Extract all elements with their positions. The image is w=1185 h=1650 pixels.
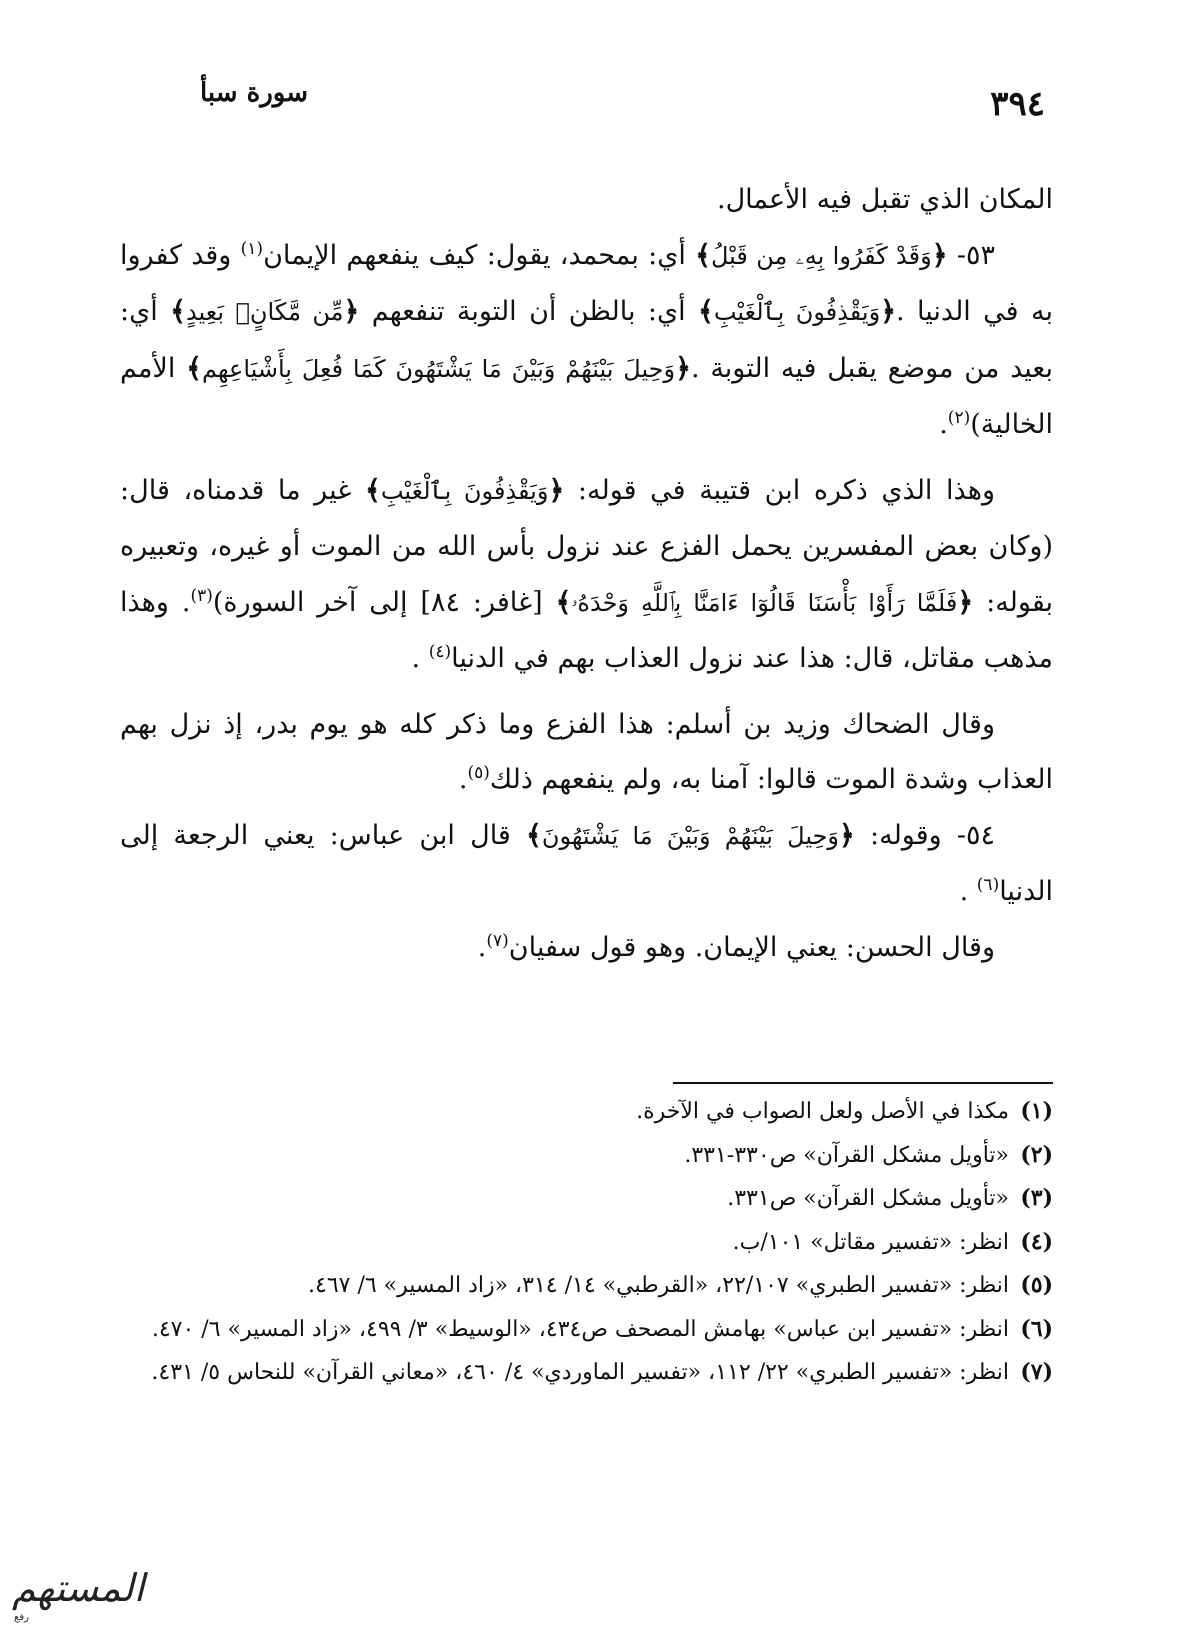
commentary-text: [غافر: ٨٤] إلى آخر السورة) — [212, 586, 543, 618]
punctuation: . — [411, 643, 429, 674]
quran-quote: وَيَقْذِفُونَ بِٱلْغَيْبِ — [713, 298, 881, 326]
commentary-text: . وهذا مذهب مقاتل، قال: هذا عند نزول العذاب بهم في الدنيا — [120, 586, 1053, 674]
footnote-number: (١) — [1020, 1098, 1053, 1124]
publisher-logo — [12, 1566, 162, 1636]
footnote-ref[interactable]: (٤) — [428, 642, 452, 662]
footnote-ref[interactable]: (١) — [240, 238, 264, 259]
footnote-number: (٤) — [1020, 1228, 1053, 1255]
footnote-ref[interactable]: (٣) — [190, 585, 213, 606]
paragraph-dahhak — [120, 697, 1053, 808]
paragraph-ibn-qutayba — [120, 463, 1053, 687]
footnote-text: «تأويل مشكل القرآن» ص٣٣١. — [727, 1186, 1009, 1211]
quran-quote: مِّن مَّكَانٍۭ بَعِيدٍ — [185, 298, 344, 326]
quran-bracket-open: ﴿ — [957, 586, 974, 618]
commentary-text: وقد كفروا به في الدنيا . — [120, 239, 1053, 327]
quran-bracket-open: ﴿ — [548, 474, 565, 506]
quran-bracket-open: ﴿ — [839, 819, 855, 851]
footnote-ref[interactable]: (٦) — [976, 875, 1000, 895]
quran-bracket-close: ﴾ — [555, 586, 572, 618]
quran-quote: وَحِيلَ بَيْنَهُمْ وَبَيْنَ مَا يَشْتَهُونَ — [541, 821, 840, 850]
footnote-number: (٥) — [1020, 1272, 1053, 1298]
commentary-text: أي: بالظن أن التوبة تنفعهم — [371, 296, 686, 327]
logo-text: المستهم — [12, 1566, 145, 1610]
paragraph-verse-54 — [120, 808, 1053, 920]
paragraph-1: المكان الذي تقبل فيه الأعمال. — [716, 184, 1053, 215]
footnote-number: (٢) — [1020, 1141, 1053, 1168]
footnote-text: انظر: «تفسير ابن عباس» بهامش المصحف ص٤٣٤، «الوسيط» ٣/ ٤٩٩، «زاد المسير» ٦/ ٤٧٠. — [151, 1316, 1009, 1342]
quran-quote: وَقَدْ كَفَرُوا بِهِۦ مِن قَبْلُ — [710, 241, 932, 270]
main-text — [120, 172, 1053, 975]
punctuation: . — [477, 931, 487, 963]
footnote-number: (٣) — [1020, 1185, 1053, 1211]
commentary-text: قال ابن عباس: يعني الرجعة إلى الدنيا — [120, 819, 1053, 907]
commentary-text: وهذا الذي ذكره ابن قتيبة في قوله: — [577, 474, 995, 506]
footnote-number: (٦) — [1020, 1315, 1053, 1342]
punctuation: . — [458, 764, 468, 795]
commentary-text: الأمم الخالية) — [120, 352, 1053, 440]
commentary-text: وقوله: — [870, 819, 942, 851]
footnote — [120, 1351, 1053, 1395]
footnote-ref[interactable]: (٥) — [467, 763, 490, 783]
footnote-ref[interactable]: (٧) — [486, 930, 509, 951]
footnote-text: انظر: «تفسير مقاتل» ١٠١/ب. — [732, 1229, 1009, 1255]
commentary-text: غير ما قدمناه، قال: (وكان بعض المفسرين يحمل الفزع عند نزول بأس الله من الموت أو غيره، وتعبيره بقوله: — [120, 474, 1054, 618]
footnote-ref[interactable]: (٢) — [947, 408, 971, 428]
commentary-text: وقال الحسن: يعني الإيمان. وهو قول سفيان — [508, 931, 995, 963]
quran-quote: وَحِيلَ بَيْنَهُمْ وَبَيْنَ مَا يَشْتَهُونَ كَمَا فُعِلَ بِأَشْيَاعِهِم — [201, 354, 676, 383]
logo-subtext: رفع — [14, 1612, 29, 1623]
quran-bracket-close: ﴾ — [697, 296, 714, 327]
footnote-text: «تأويل مشكل القرآن» ص٣٣٠-٣٣١. — [684, 1142, 1009, 1168]
page-header — [200, 78, 1045, 138]
footnote — [120, 1090, 1053, 1134]
footnote — [120, 1264, 1053, 1308]
footnotes — [120, 1090, 1053, 1395]
quran-quote: وَيَقْذِفُونَ بِٱلْغَيْبِ — [380, 476, 549, 505]
quran-bracket-open: ﴿ — [880, 296, 897, 327]
punctuation: . — [959, 876, 977, 907]
commentary-text: وقال الضحاك وزيد بن أسلم: هذا الفزع وما ذكر كله هو يوم بدر، إذ نزل بهم العذاب وشدة الموت قالوا: آمنا به، ولم ينفعهم ذلك — [120, 708, 1053, 795]
commentary-text: أي: بمحمد، يقول: كيف ينفعهم الإيمان — [263, 239, 686, 271]
footnote-text: انظر: «تفسير الطبري» ٢٢/ ١١٢، «تفسير الماوردي» ٤/ ٤٦٠، «معاني القرآن» للنحاس ٥/ ٤٣١. — [151, 1360, 1009, 1385]
verse-number: ٥٣- — [956, 239, 995, 271]
paragraph-hasan — [120, 920, 1053, 976]
quran-bracket-close: ﴾ — [526, 819, 542, 851]
footnote-divider — [673, 1082, 1053, 1084]
footnote-number: (٧) — [1020, 1359, 1053, 1385]
quran-bracket-close: ﴾ — [170, 296, 186, 327]
verse-number: ٥٤- — [956, 819, 995, 851]
quran-bracket-close: ﴾ — [364, 474, 381, 506]
footnote — [120, 1308, 1053, 1352]
footnote — [120, 1221, 1053, 1265]
quran-bracket-open: ﴿ — [675, 352, 691, 384]
quran-bracket-open: ﴿ — [343, 296, 360, 327]
footnote — [120, 1177, 1053, 1221]
page-number: ٣٩٤ — [990, 84, 1045, 124]
footnote — [120, 1134, 1053, 1178]
quran-bracket-close: ﴾ — [186, 352, 202, 384]
footnote-text: انظر: «تفسير الطبري» ٢٢/١٠٧، «القرطبي» ١٤/ ٣١٤، «زاد المسير» ٦/ ٤٦٧. — [308, 1273, 1009, 1298]
quran-bracket-open: ﴿ — [931, 239, 948, 271]
quran-bracket-close: ﴾ — [695, 239, 711, 271]
commentary-text: أي: بعيد من موضع يقبل فيه التوبة . — [120, 296, 1053, 384]
footnote-text: مكذا في الأصل ولعل الصواب في الآخرة. — [636, 1099, 1009, 1124]
quran-quote: فَلَمَّا رَأَوْا بَأْسَنَا قَالُوٓا ءَامَنَّا بِٱللَّهِ وَحْدَهُۥ — [571, 588, 958, 617]
punctuation: . — [939, 409, 948, 440]
paragraph-verse-53 — [120, 228, 1053, 453]
surah-title: سورة سبأ — [200, 78, 308, 108]
